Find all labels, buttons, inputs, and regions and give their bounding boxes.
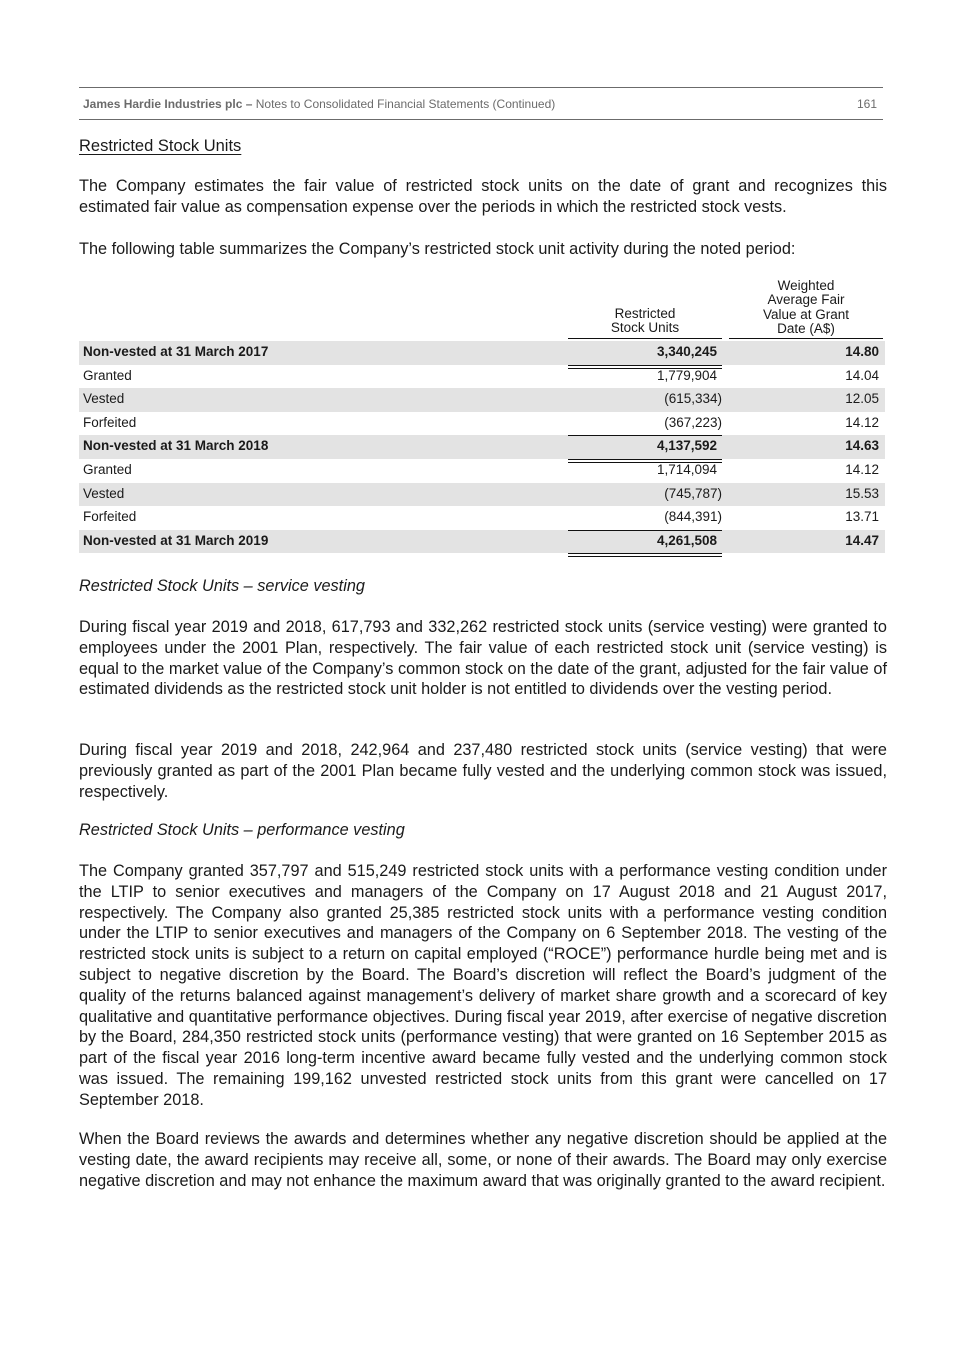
table-row: [79, 483, 885, 507]
row-fair-value: 12.05: [845, 391, 879, 407]
subheading-performance-vesting: Restricted Stock Units – performance vesting: [79, 821, 405, 839]
row-fair-value: 14.80: [845, 344, 879, 359]
subheading-service-vesting: Restricted Stock Units – service vesting: [79, 577, 365, 595]
row-units: (844,391): [664, 509, 722, 525]
header-company: James Hardie Industries plc –: [83, 97, 253, 111]
table-row: [79, 506, 885, 530]
row-label: Vested: [83, 391, 125, 407]
column-header-units-text: Restricted Stock Units: [610, 306, 680, 336]
service-vesting-paragraph-2: During fiscal year 2019 and 2018, 242,964 and 237,480 restricted stock units (service vesting) that were previously granted as part of the 2001 Plan became fully vested and the underlying common stock was issued, respectively.: [79, 741, 887, 801]
page-number: 161: [856, 97, 877, 111]
service-vesting-paragraph-1: During fiscal year 2019 and 2018, 617,793 and 332,262 restricted stock units (service vesting) were granted to employees under the 2001 Plan, respectively. The fair value of each restricted stock unit (service vesting) is equal to the market value of the Company’s common stock on the date of the grant, adjusted for the fair value of estimated dividends as the restricted stock unit holder is not entitled to dividends over the vesting period.: [79, 618, 887, 699]
section-title: Restricted Stock Units: [79, 137, 242, 155]
row-fair-value: 14.47: [845, 532, 879, 548]
row-label: Forfeited: [83, 509, 137, 525]
row-units: 3,340,245: [656, 344, 717, 359]
table-intro: The following table summarizes the Company’s restricted stock unit activity during the noted period:: [79, 240, 796, 258]
table-row: [79, 412, 885, 436]
row-units: (745,787): [664, 485, 722, 501]
row-units: (615,334): [664, 391, 722, 407]
row-label: Granted: [83, 367, 132, 383]
running-header: [79, 87, 883, 120]
table-row: [79, 365, 885, 389]
intro-paragraph: The Company estimates the fair value of restricted stock units on the date of grant and recognizes this estimated fair value as compensation expense over the periods in which the restricted stock vests.: [79, 177, 887, 216]
table-row-total: [79, 341, 885, 365]
row-label: Forfeited: [83, 414, 137, 430]
row-units: (367,223): [664, 414, 722, 430]
row-fair-value: 13.71: [845, 509, 879, 525]
row-units: 4,137,592: [656, 438, 717, 454]
double-underline: [568, 553, 722, 557]
row-fair-value: 14.12: [845, 462, 879, 477]
table-row: [79, 388, 885, 412]
row-fair-value: 14.12: [845, 414, 879, 430]
row-label: Non-vested at 31 March 2017: [83, 344, 269, 359]
header-title: [83, 97, 555, 111]
row-fair-value: 14.04: [845, 367, 879, 383]
header-subtitle: Notes to Consolidated Financial Statements (Continued): [255, 97, 556, 111]
row-units: 1,779,904: [656, 367, 717, 383]
performance-vesting-paragraph-2: When the Board reviews the awards and determines whether any negative discretion should be applied at the vesting date, the award recipients may receive all, some, or none of their awards. The Board may only exercise negative discretion and may not enhance the maximum award that was originally granted to the award recipient.: [79, 1130, 887, 1190]
row-units: 1,714,094: [656, 462, 717, 477]
row-label: Non-vested at 31 March 2019: [83, 532, 269, 548]
row-units: 4,261,508: [656, 532, 717, 548]
row-label: Granted: [83, 462, 132, 477]
table-row-total: [79, 530, 885, 554]
row-fair-value: 15.53: [845, 485, 879, 501]
column-header-units: [568, 307, 722, 339]
table-row-total: [79, 435, 885, 459]
single-underline: [568, 530, 722, 531]
table-row: [79, 459, 885, 483]
column-header-fair-value-text: Weighted Average Fair Value at Grant Date (A$): [762, 278, 850, 336]
row-label: Non-vested at 31 March 2018: [83, 438, 269, 454]
row-label: Vested: [83, 485, 125, 501]
row-fair-value: 14.63: [845, 438, 879, 454]
single-underline: [568, 435, 722, 436]
performance-vesting-paragraph-1: The Company granted 357,797 and 515,249 restricted stock units with a performance vesting condition under the LTIP to senior executives and managers of the Company on 17 August 2018 and 21 August 2017, respectively. The Company also granted 25,385 restricted stock units with a performance vesting condition under the LTIP to senior executives and managers of the Company on 6 September 2018. The vesting of the restricted stock units is subject to a return on capital employed (“ROCE”) performance hurdle being met and is subject to negative discretion by the Board. The Board’s discretion will reflect the Board’s judgment of the quality of the returns balanced against management’s delivery of market share growth and a scorecard of key qualitative and quantitative performance objectives. During fiscal year 2019, after exercise of negative discretion by the Board, 284,350 restricted stock units (performance vesting) that were granted on 16 September 2015 as part of the fiscal year 2016 long-term incentive award became fully vested and the underlying common stock was issued. The remaining 199,162 unvested restricted stock units from this grant were cancelled on 17 September 2018.: [79, 862, 887, 1109]
column-header-fair-value: [729, 279, 883, 339]
